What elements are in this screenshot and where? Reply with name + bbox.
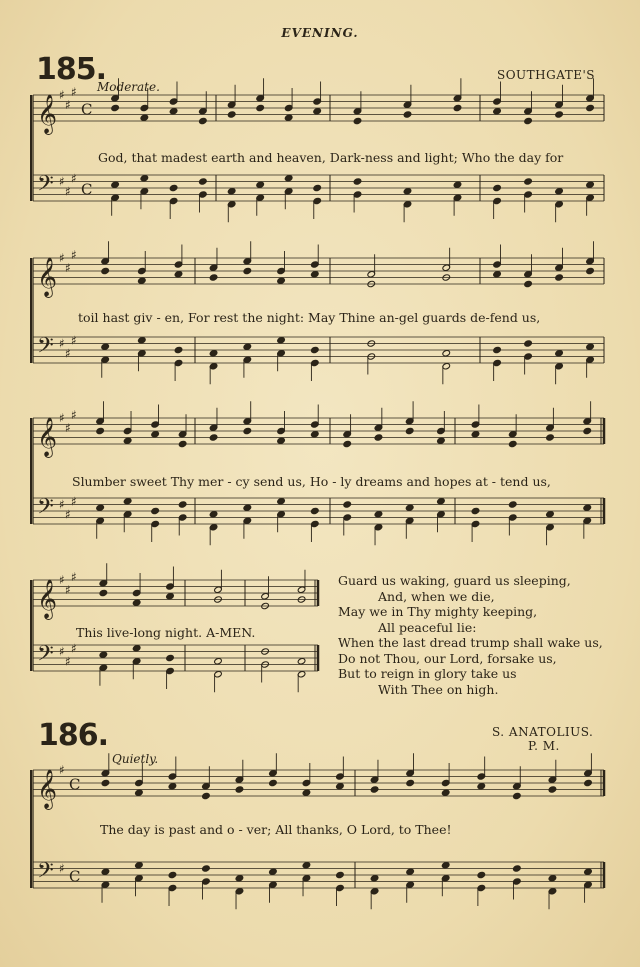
note-head	[548, 786, 557, 793]
note-head	[441, 789, 450, 796]
bass-clef: 𝄢	[37, 494, 54, 525]
sharp-sign: ♯	[65, 346, 71, 361]
note-head	[336, 783, 345, 790]
verse-line: But to reign in glory take us	[338, 666, 517, 681]
note-head	[311, 271, 320, 278]
note-head	[453, 104, 462, 111]
note-head	[546, 511, 555, 518]
note-head	[370, 786, 379, 793]
note-head	[168, 783, 177, 790]
note-head	[453, 181, 462, 188]
note-head	[96, 427, 105, 434]
bass-clef: 𝄢	[37, 171, 54, 202]
note-head	[243, 343, 252, 350]
sharp-sign: ♯	[65, 260, 71, 275]
note-head	[546, 434, 555, 441]
page-header: EVENING.	[281, 26, 359, 40]
note-head	[477, 871, 486, 878]
note-head	[471, 507, 480, 514]
note-head	[437, 437, 446, 444]
tempo-marking: Quietly.	[112, 752, 159, 766]
note-head	[168, 871, 177, 878]
note-head	[508, 501, 517, 508]
note-head	[493, 184, 502, 191]
note-head	[313, 184, 322, 191]
note-head	[101, 343, 110, 350]
sharp-sign: ♯	[65, 654, 71, 669]
verse-line: Guard us waking, guard us sleeping,	[338, 573, 571, 588]
treble-clef: 𝄞	[37, 417, 58, 457]
note-head	[235, 786, 244, 793]
note-head	[209, 274, 218, 281]
note-head	[209, 350, 218, 357]
note-head	[277, 337, 286, 344]
sharp-sign: ♯	[65, 97, 71, 112]
note-head	[166, 593, 175, 600]
treble-clef: 𝄞	[37, 94, 58, 134]
verse-line: May we in Thy mighty keeping,	[338, 604, 538, 619]
time-signature: C	[81, 180, 93, 199]
note-head	[178, 501, 187, 508]
note-head	[405, 504, 414, 511]
note-head	[548, 875, 557, 882]
note-head	[269, 779, 278, 786]
time-signature: C	[69, 867, 81, 886]
note-head	[513, 792, 522, 799]
note-head	[374, 511, 383, 518]
note-head	[403, 188, 412, 195]
sharp-sign: ♯	[71, 641, 77, 656]
note-head	[584, 868, 593, 875]
note-head	[524, 280, 533, 287]
note-head	[169, 184, 178, 191]
note-head	[584, 779, 593, 786]
note-head	[437, 498, 446, 505]
time-signature: C	[69, 775, 81, 794]
note-head	[123, 437, 132, 444]
note-head	[313, 108, 322, 115]
tune-name: SOUTHGATE'S	[497, 68, 596, 82]
hymn-number-186: 186.	[38, 718, 109, 753]
note-head	[256, 104, 265, 111]
note-head	[524, 340, 533, 347]
tune-name: S. ANATOLIUS.	[492, 725, 594, 739]
note-head	[243, 504, 252, 511]
note-head	[256, 181, 265, 188]
sharp-sign: ♯	[65, 582, 71, 597]
note-head	[343, 501, 352, 508]
note-head	[101, 267, 110, 274]
sharp-sign: ♯	[65, 184, 71, 199]
bass-clef: 𝄢	[37, 333, 54, 364]
tempo-marking: Moderate.	[97, 80, 160, 94]
note-head	[132, 645, 141, 652]
note-head	[132, 599, 141, 606]
note-head	[138, 337, 147, 344]
note-head	[284, 114, 293, 121]
note-head	[243, 267, 252, 274]
sharp-sign: ♯	[71, 171, 77, 186]
note-head	[202, 792, 211, 799]
note-head	[405, 427, 414, 434]
bass-clef: 𝄢	[37, 641, 54, 672]
meter-marking: P. M.	[528, 739, 560, 753]
note-head	[209, 434, 218, 441]
note-head	[555, 188, 564, 195]
note-head	[477, 783, 486, 790]
note-head	[138, 277, 147, 284]
note-head	[243, 427, 252, 434]
note-head	[214, 658, 223, 665]
lyric-line: The day is past and o - ver; All thanks, O Lord, to Thee!	[100, 822, 452, 837]
note-head	[353, 117, 362, 124]
note-head	[406, 868, 415, 875]
treble-clef: 𝄞	[37, 579, 58, 619]
sharp-sign: ♯	[59, 411, 65, 425]
hymn-number-185: 185.	[36, 52, 107, 87]
sharp-sign: ♯	[59, 644, 65, 659]
note-head	[311, 507, 320, 514]
note-head	[96, 504, 105, 511]
note-head	[493, 271, 502, 278]
sharp-sign: ♯	[59, 573, 65, 587]
sharp-sign: ♯	[71, 247, 77, 262]
lyric-line: This live-long night. A-MEN.	[76, 625, 256, 640]
note-head	[99, 651, 108, 658]
note-head	[336, 871, 345, 878]
verse-line: And, when we die,	[378, 588, 495, 604]
note-head	[471, 431, 480, 438]
note-head	[297, 658, 306, 665]
sharp-sign: ♯	[59, 336, 65, 351]
verse-stanza	[338, 573, 628, 697]
note-head	[111, 181, 120, 188]
note-head	[111, 104, 120, 111]
note-head	[403, 111, 412, 118]
note-head	[284, 175, 293, 182]
note-head	[166, 654, 175, 661]
note-head	[374, 434, 383, 441]
note-head	[135, 789, 144, 796]
sharp-sign: ♯	[71, 569, 77, 584]
note-head	[555, 350, 564, 357]
note-head	[227, 111, 236, 118]
sharp-sign: ♯	[59, 174, 65, 189]
sharp-sign: ♯	[65, 420, 71, 435]
bass-clef: 𝄢	[37, 858, 54, 889]
sharp-sign: ♯	[65, 507, 71, 522]
sharp-sign: ♯	[59, 861, 65, 876]
lyric-line: toil hast giv - en, For rest the night: May Thine an-gel guards de-fend us,	[78, 310, 541, 325]
note-head	[174, 346, 183, 353]
note-head	[586, 181, 595, 188]
note-head	[586, 104, 595, 111]
note-head	[227, 188, 236, 195]
note-head	[140, 114, 149, 121]
sharp-sign: ♯	[59, 88, 65, 102]
note-head	[123, 498, 132, 505]
sharp-sign: ♯	[71, 494, 77, 509]
note-head	[277, 437, 286, 444]
note-head	[199, 178, 208, 185]
note-head	[269, 868, 278, 875]
verse-line: Do not Thou, our Lord, forsake us,	[338, 650, 557, 666]
note-head	[151, 507, 160, 514]
verse-line: When the last dread trump shall wake us,	[338, 635, 603, 650]
note-head	[343, 440, 352, 447]
note-head	[199, 117, 208, 124]
note-head	[178, 440, 187, 447]
lyric-line: God, that madest earth and heaven, Dark-ness and light; Who the day for	[98, 150, 564, 165]
verse-line: With Thee on high.	[378, 681, 499, 697]
note-head	[169, 108, 178, 115]
note-head	[277, 277, 286, 284]
note-head	[441, 862, 450, 869]
note-head	[311, 431, 320, 438]
note-head	[99, 589, 108, 596]
note-head	[493, 108, 502, 115]
note-head	[586, 343, 595, 350]
verse-line: All peaceful lie:	[378, 619, 477, 635]
note-head	[101, 868, 110, 875]
time-signature: C	[81, 100, 93, 119]
lyric-line: Slumber sweet Thy mer - cy send us, Ho - ly dreams and hopes at - tend us,	[72, 474, 551, 489]
note-head	[513, 865, 522, 872]
note-head	[555, 111, 564, 118]
note-head	[135, 862, 144, 869]
note-head	[302, 789, 311, 796]
note-head	[583, 427, 592, 434]
sharp-sign: ♯	[71, 333, 77, 348]
treble-clef: 𝄞	[37, 769, 58, 809]
note-head	[508, 440, 517, 447]
note-head	[586, 267, 595, 274]
note-head	[140, 175, 149, 182]
note-head	[442, 350, 451, 357]
note-head	[353, 178, 362, 185]
sharp-sign: ♯	[59, 763, 65, 777]
note-head	[202, 865, 211, 872]
note-head	[493, 346, 502, 353]
note-head	[302, 862, 311, 869]
note-head	[311, 346, 320, 353]
sharp-sign: ♯	[71, 84, 77, 99]
note-head	[101, 779, 110, 786]
treble-clef: 𝄞	[37, 257, 58, 297]
sharp-sign: ♯	[59, 497, 65, 512]
note-head	[209, 511, 218, 518]
note-head	[277, 498, 286, 505]
note-head	[524, 178, 533, 185]
note-head	[555, 274, 564, 281]
note-head	[406, 779, 415, 786]
note-head	[583, 504, 592, 511]
note-head	[524, 117, 533, 124]
note-head	[370, 875, 379, 882]
note-head	[174, 271, 183, 278]
note-head	[235, 875, 244, 882]
note-head	[151, 431, 160, 438]
sharp-sign: ♯	[59, 251, 65, 265]
sharp-sign: ♯	[71, 407, 77, 422]
